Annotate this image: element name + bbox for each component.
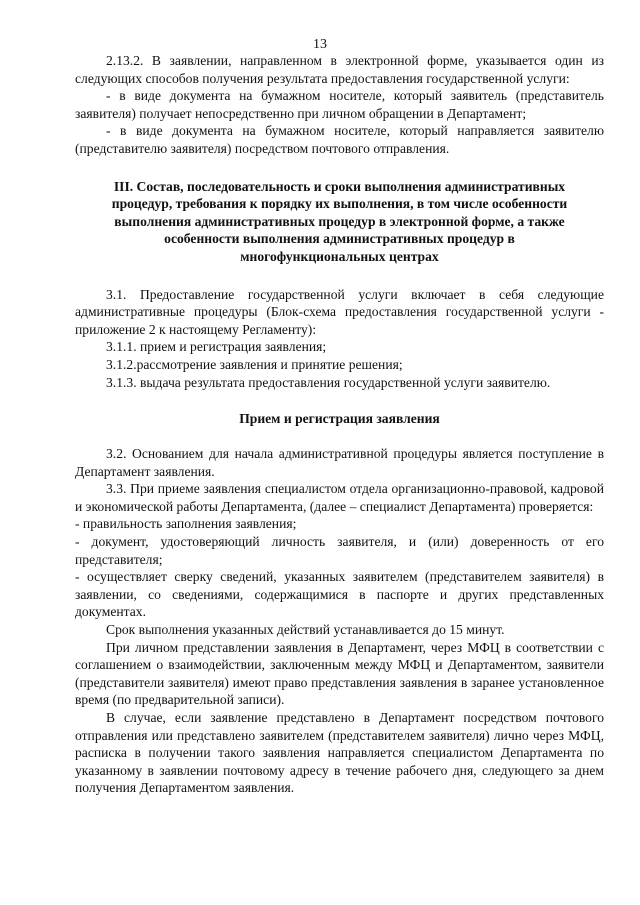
paragraph-personal-submission: При личном представлении заявления в Департамент, через МФЦ в соответствии с соглашением о взаимодействии, заключенным между МФЦ и Департаментом, заявители (представители заявителя) имеют право представления заявления в заранее установленное время (по предварительной записи). xyxy=(75,639,604,708)
section-heading: III. Состав, последовательность и сроки выполнения административных процедур, требования к порядку их выполнения, в том числе особенности выполнения административных процедур в электронной форме, а также особенности выполнения административных процедур в многофункциональных центрах xyxy=(111,178,568,264)
paragraph-3-1-1: 3.1.1. прием и регистрация заявления; xyxy=(106,339,327,355)
list-item-reconcile: - осуществляет сверку сведений, указанных заявителем (представителем заявителя) в заявлении, со сведениями, содержащимися в паспорте и других представленных документах. xyxy=(75,569,604,620)
subheading: Прием и регистрация заявления xyxy=(239,411,440,427)
paragraph-2-13-2: 2.13.2. В заявлении, направленном в электронной форме, указывается один из следующих способов получения результата предоставления государственной услуги: xyxy=(75,53,604,86)
paragraph-time-limit: Срок выполнения указанных действий устанавливается до 15 минут. xyxy=(106,622,505,638)
page-number: 13 xyxy=(313,37,327,52)
list-item-check-identity: - документ, удостоверяющий личность заявителя, и (или) доверенность от его представителя; xyxy=(75,534,604,567)
paragraph-option-mail: - в виде документа на бумажном носителе, который направляется заявителю (представителю заявителя) посредством почтового отправления. xyxy=(75,123,604,156)
paragraph-3-2: 3.2. Основанием для начала административной процедуры является поступление в Департамент заявления. xyxy=(75,446,604,479)
paragraph-3-1-2: 3.1.2.рассмотрение заявления и принятие решения; xyxy=(106,356,403,372)
body-text xyxy=(75,52,604,797)
paragraph-3-1-3: 3.1.3. выдача результата предоставления государственной услуги заявителю. xyxy=(106,374,551,390)
paragraph-3-1: 3.1. Предоставление государственной услуги включает в себя следующие административные процедуры (Блок-схема предоставления государственной услуги - приложение 2 к настоящему Регламенту): xyxy=(75,286,604,337)
paragraph-option-personal: - в виде документа на бумажном носителе, который заявитель (представитель заявителя) получает непосредственно при личном обращении в Департамент; xyxy=(75,88,604,121)
list-item-check-form: - правильность заполнения заявления; xyxy=(75,516,297,532)
paragraph-3-3: 3.3. При приеме заявления специалистом отдела организационно-правовой, кадровой и экономической работы Департамента, (далее – специалист Департамента) проверяется: xyxy=(75,481,604,514)
paragraph-mail-submission: В случае, если заявление представлено в Департамент посредством почтового отправления или представлено заявителем (представителем заявителя) лично через МФЦ, расписка в получении такого заявления направляется специалистом Департамента по указанному в заявлении почтовому адресу в течение рабочего дня, следующего за днем получения Департаментом заявления. xyxy=(75,710,604,796)
